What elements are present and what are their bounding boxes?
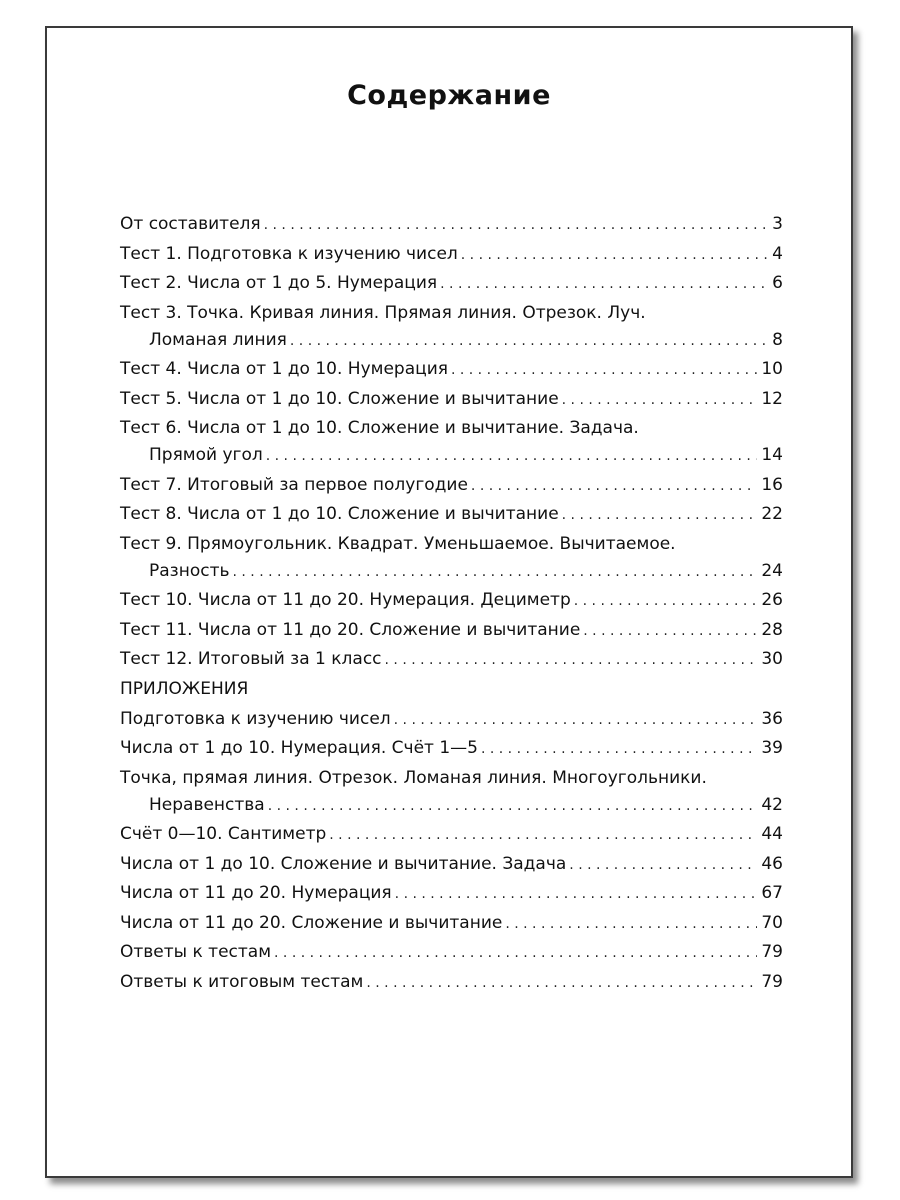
dot-leader [268,795,758,817]
toc-page-number: 79 [761,971,783,992]
toc-entry [120,971,783,993]
dot-leader [451,359,757,381]
toc-entry-row [120,794,783,816]
toc-page-number: 6 [772,273,783,293]
toc-entry [120,358,783,380]
toc-page-number: 10 [761,359,783,379]
toc-entry-row-continued [120,302,783,324]
toc-entry [120,823,783,845]
dot-leader [440,273,767,295]
toc-entry-label: Тест 2. Числа от 1 до 5. Нумерация [120,273,438,293]
toc-entry [120,533,783,582]
toc-entry [120,648,783,670]
toc-entry-label: Числа от 11 до 20. Сложение и вычитание [120,912,503,933]
toc-entry-label: Тест 9. Прямоугольник. Квадрат. Уменьшаемое. Вычитаемое. [120,533,676,554]
toc-page-number: 8 [772,329,783,350]
toc-page-number: 30 [761,649,783,669]
dot-leader [461,244,767,266]
toc-entry-row [120,503,783,525]
toc-page-number: 44 [761,824,783,844]
toc-entry-row [120,941,783,963]
toc-entry [120,474,783,496]
toc-entry [120,503,783,525]
toc-entry-label: Подготовка к изучению чисел [120,708,391,729]
document-page [45,26,853,1178]
toc-page-number: 16 [761,474,783,495]
toc-entry [120,619,783,641]
dot-leader [471,475,757,497]
toc-entry-row-continued [120,767,783,789]
toc-page-number: 79 [761,942,783,962]
toc-entry-row [120,648,783,670]
toc-page-number: 28 [761,619,783,640]
toc-entry-label: Тест 12. Итоговый за 1 класс [120,649,382,669]
dot-leader [329,824,757,846]
toc-entry [120,272,783,294]
toc-entry [120,853,783,875]
dot-leader [481,738,757,760]
toc-entry [120,417,783,466]
dot-leader [366,972,757,994]
dot-leader [290,330,767,352]
toc-entry-label: Тест 8. Числа от 1 до 10. Сложение и вычитание [120,504,559,524]
toc-page-number: 4 [772,243,783,264]
dot-leader [395,883,758,905]
dot-leader [569,854,757,876]
toc-page-number: 36 [761,708,783,729]
toc-entry [120,589,783,611]
dot-leader [274,942,757,964]
toc-entry-label: Числа от 1 до 10. Нумерация. Счёт 1—5 [120,738,478,758]
toc-entry-label: Числа от 1 до 10. Сложение и вычитание. Задача [120,853,567,874]
toc-page-number: 46 [761,853,783,874]
toc-entry-label: От составителя [120,214,261,234]
toc-page-number: 22 [761,504,783,524]
toc-entry-label: Тест 5. Числа от 1 до 10. Сложение и вычитание [120,388,559,409]
dot-leader [233,561,758,583]
dot-leader [574,590,758,612]
toc-entry-label: Ответы к итоговым тестам [120,971,364,992]
toc-entry-label: Ответы к тестам [120,942,272,962]
toc-entry [120,243,783,265]
dot-leader [562,504,758,526]
toc-entry-label: Тест 11. Числа от 11 до 20. Сложение и вычитание [120,619,581,640]
toc-entry-row [120,619,783,641]
toc-entry [120,882,783,904]
toc-page-number: 26 [761,590,783,610]
toc-entry-label: Разность [149,560,230,581]
toc-entry-row-continued [120,533,783,555]
toc-entry [120,213,783,235]
toc-entry-label: Тест 4. Числа от 1 до 10. Нумерация [120,359,448,379]
dot-leader [385,649,758,671]
toc-entry-label: Тест 6. Числа от 1 до 10. Сложение и вычитание. Задача. [120,418,639,438]
toc-page-number: 14 [761,445,783,465]
toc-page-number: 39 [761,738,783,758]
toc-entry-label: Тест 10. Числа от 11 до 20. Нумерация. Дециметр [120,590,571,610]
toc-entry-label: Точка, прямая линия. Отрезок. Ломаная линия. Многоугольники. [120,767,707,788]
toc-entry-row [120,912,783,934]
toc-entry-row [120,272,783,294]
page-title: Содержание [347,80,551,111]
table-of-contents [120,213,783,1000]
toc-entry-row [120,329,783,351]
toc-entry-label: Счёт 0—10. Сантиметр [120,824,327,844]
toc-entry [120,737,783,759]
toc-entry-row [120,474,783,496]
toc-page-number: 42 [761,794,783,815]
toc-entry-row [120,388,783,410]
dot-leader [264,214,767,236]
toc-page-number: 24 [761,560,783,581]
toc-entry-row [120,737,783,759]
toc-entry-row [120,243,783,265]
toc-entry-row [120,589,783,611]
toc-entry-row [120,560,783,582]
toc-entry [120,302,783,351]
toc-entry [120,708,783,730]
dot-leader [583,620,757,642]
toc-entry-row [120,444,783,466]
appendix-heading: ПРИЛОЖЕНИЯ [120,678,249,699]
toc-entry-label: Числа от 11 до 20. Нумерация [120,883,392,903]
toc-entry-label: Прямой угол [149,445,263,465]
toc-entry [120,912,783,934]
toc-entry-label: Тест 7. Итоговый за первое полугодие [120,474,468,495]
dot-leader [266,445,758,467]
toc-page-number: 67 [761,883,783,903]
toc-entry [120,388,783,410]
dot-leader [505,913,757,935]
toc-entry-row [120,358,783,380]
toc-entry-label: Неравенства [149,794,265,815]
toc-entry-row [120,971,783,993]
toc-entry-label: Тест 3. Точка. Кривая линия. Прямая линия. Отрезок. Луч. [120,302,646,323]
toc-page-number: 70 [761,912,783,933]
dot-leader [394,709,758,731]
toc-page-number: 3 [772,214,783,234]
toc-entry [120,767,783,816]
toc-entry [120,941,783,963]
toc-entry-row [120,882,783,904]
dot-leader [562,389,758,411]
toc-entry-row [120,823,783,845]
toc-entry-row-continued [120,417,783,439]
toc-page-number: 12 [761,388,783,409]
toc-entry-row [120,708,783,730]
toc-entry-label: Ломаная линия [149,329,287,350]
toc-entry-label: Тест 1. Подготовка к изучению чисел [120,243,458,264]
toc-main-list [120,213,783,670]
toc-appendix-list [120,708,783,993]
toc-entry-row [120,213,783,235]
toc-entry-row [120,853,783,875]
